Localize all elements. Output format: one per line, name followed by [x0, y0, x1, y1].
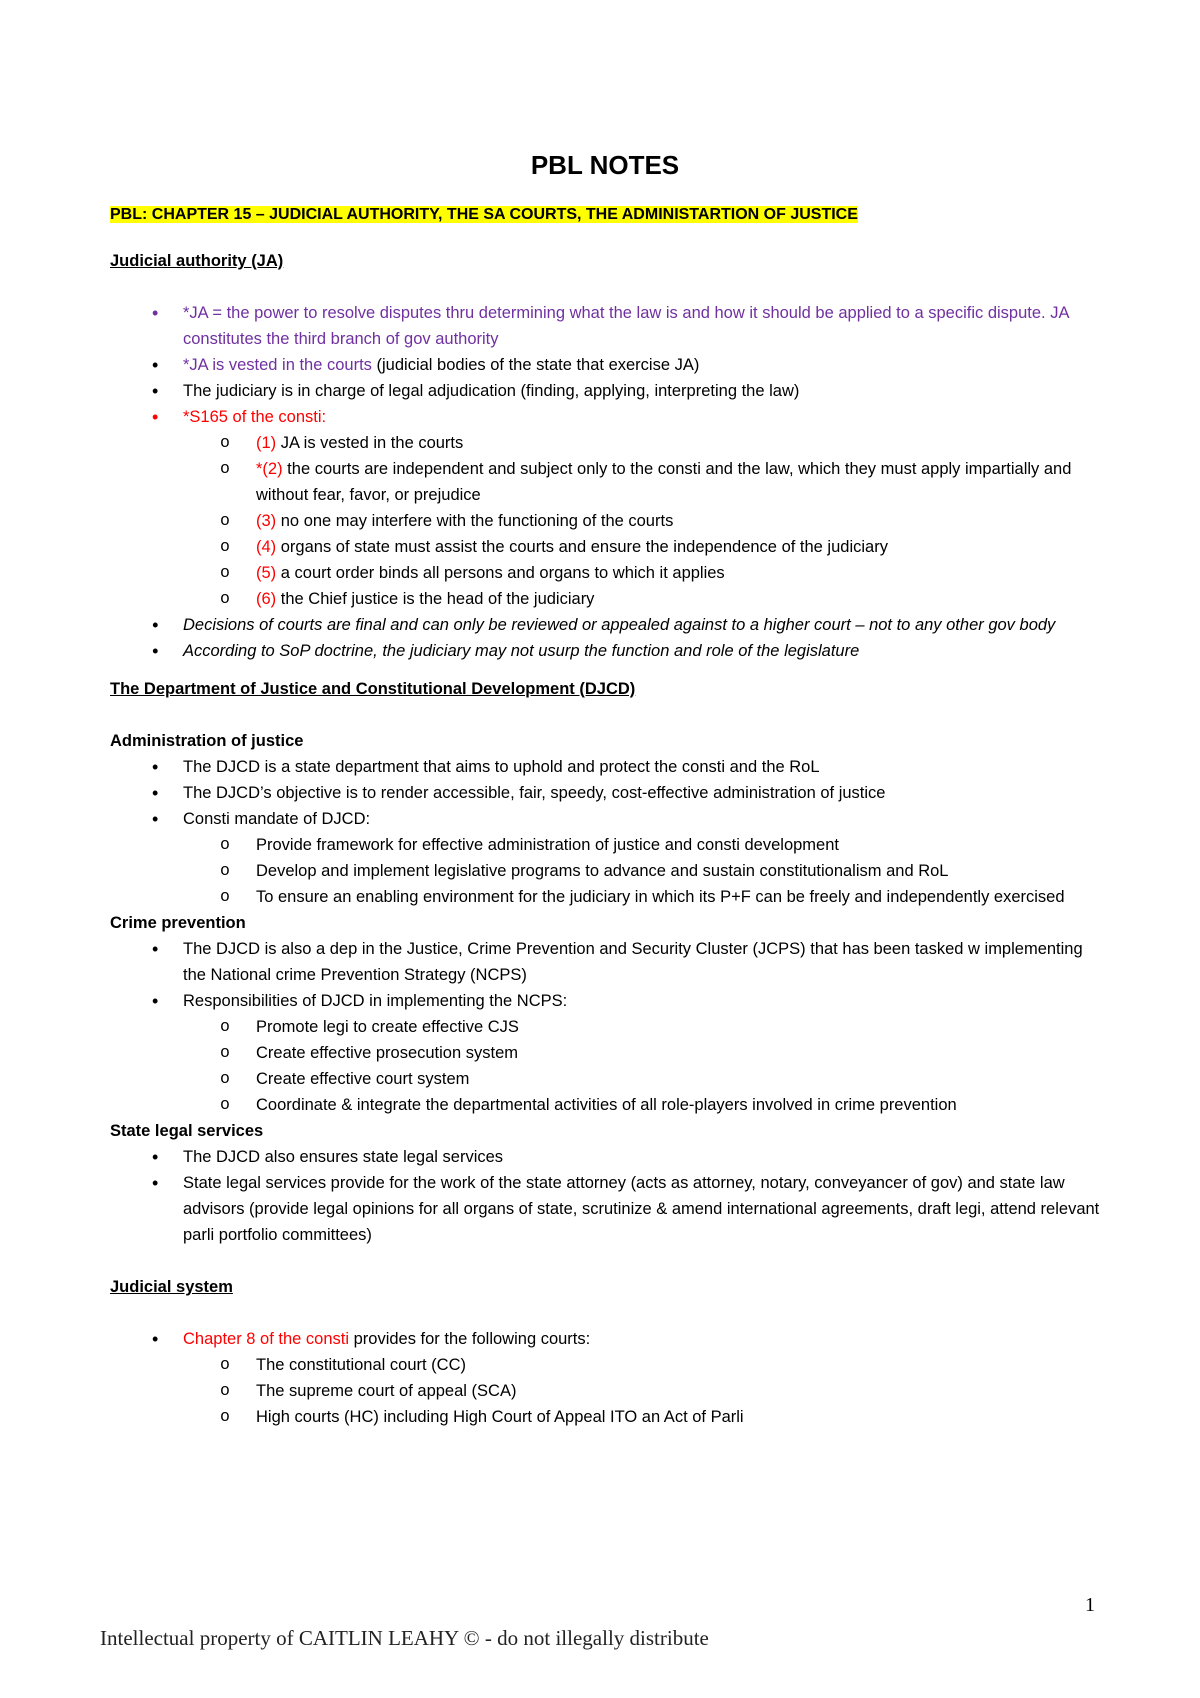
ja-bullet-definition: • *JA = the power to resolve disputes thru determining what the law is and how it should be applied to a specific dispute. JA constitutes the third branch of gov authority — [110, 300, 1100, 352]
admin-bullet: • The DJCD is a state department that aims to uphold and protect the consti and the RoL — [110, 754, 1100, 780]
mandate-item: o To ensure an enabling environment for the judiciary in which its P+F can be freely and independently exercised — [110, 884, 1100, 910]
s165-text: a court order binds all persons and organs to which it applies — [276, 564, 725, 582]
ja-bullet-s165: • *S165 of the consti: — [110, 404, 1100, 430]
document-body — [110, 148, 1100, 1430]
legal-bullet: • The DJCD also ensures state legal services — [110, 1144, 1100, 1170]
subheading-state-legal-services: State legal services — [110, 1122, 264, 1140]
chapter8-rest: provides for the following courts: — [349, 1330, 591, 1348]
ncps-item: o Create effective court system — [110, 1066, 1100, 1092]
s165-item-4 — [110, 534, 1100, 560]
ja-vested-highlight: *JA is vested in the courts — [183, 356, 372, 374]
chapter-heading — [110, 202, 1100, 228]
s165-text: no one may interfere with the functioning of the courts — [276, 512, 674, 530]
admin-bullet: • The DJCD’s objective is to render accessible, fair, speedy, cost-effective administration of justice — [110, 780, 1100, 806]
s165-item-3 — [110, 508, 1100, 534]
footer-copyright: Intellectual property of CAITLIN LEAHY © - do not illegally distribute — [100, 1626, 709, 1650]
s165-item-2 — [110, 456, 1100, 508]
crime-list — [110, 936, 1100, 1118]
mandate-item: o Develop and implement legislative programs to advance and sustain constitutionalism and RoL — [110, 858, 1100, 884]
judicial-bullet-chapter8 — [110, 1326, 1100, 1352]
s165-item-1 — [110, 430, 1100, 456]
ja-bullet-vested — [110, 352, 1100, 378]
s165-num: (4) — [256, 538, 277, 556]
section-heading-djcd: The Department of Justice and Constitutional Development (DJCD) — [110, 680, 636, 698]
s165-num: (5) — [256, 564, 277, 582]
page-title: PBL NOTES — [530, 150, 680, 180]
court-item: o High courts (HC) including High Court of Appeal ITO an Act of Parli — [110, 1404, 1100, 1430]
s165-item-6 — [110, 586, 1100, 612]
s165-item-5 — [110, 560, 1100, 586]
ncps-item: o Promote legi to create effective CJS — [110, 1014, 1100, 1040]
admin-bullet: • Consti mandate of DJCD: — [110, 806, 1100, 832]
ja-list — [110, 300, 1100, 664]
judicial-list — [110, 1326, 1100, 1430]
chapter-heading-text: PBL: CHAPTER 15 – JUDICIAL AUTHORITY, THE SA COURTS, THE ADMINISTARTION OF JUSTICE — [110, 206, 858, 223]
court-item: o The supreme court of appeal (SCA) — [110, 1378, 1100, 1404]
ja-bullet-adjudication: • The judiciary is in charge of legal adjudication (finding, applying, interpreting the law) — [110, 378, 1100, 404]
legal-list — [110, 1144, 1100, 1248]
ja-bullet-sop: • According to SoP doctrine, the judiciary may not usurp the function and role of the legislature — [110, 638, 1100, 664]
s165-num: (3) — [256, 512, 277, 530]
ja-bullet-decisions: • Decisions of courts are final and can only be reviewed or appealed against to a higher court – not to any other gov body — [110, 612, 1100, 638]
s165-text: organs of state must assist the courts and ensure the independence of the judiciary — [276, 538, 888, 556]
s165-num: (6) — [256, 590, 277, 608]
s165-num: *(2) — [256, 460, 283, 478]
s165-text: JA is vested in the courts — [276, 434, 464, 452]
mandate-item: o Provide framework for effective administration of justice and consti development — [110, 832, 1100, 858]
subheading-crime-prevention: Crime prevention — [110, 914, 246, 932]
section-heading-ja: Judicial authority (JA) — [110, 252, 284, 270]
crime-bullet: • The DJCD is also a dep in the Justice, Crime Prevention and Security Cluster (JCPS) that has been tasked w implementing the National crime Prevention Strategy (NCPS) — [110, 936, 1100, 988]
ja-vested-rest: (judicial bodies of the state that exercise JA) — [371, 356, 700, 374]
crime-bullet: • Responsibilities of DJCD in implementing the NCPS: — [110, 988, 1100, 1014]
s165-num: (1) — [256, 434, 277, 452]
s165-text: the courts are independent and subject only to the consti and the law, which they must apply impartially and without fear, favor, or prejudice — [256, 460, 1072, 504]
section-heading-judicial-system: Judicial system — [110, 1278, 233, 1296]
court-item: o The constitutional court (CC) — [110, 1352, 1100, 1378]
page-number: 1 — [1085, 1594, 1095, 1616]
chapter8-highlight: Chapter 8 of the consti — [183, 1330, 350, 1348]
ncps-item: o Coordinate & integrate the departmental activities of all role-players involved in crime prevention — [110, 1092, 1100, 1118]
admin-list — [110, 754, 1100, 910]
legal-bullet: • State legal services provide for the work of the state attorney (acts as attorney, notary, conveyancer of gov) and state law advisors (provide legal opinions for all organs of state, scrutinize & amend international agreements, draft legi, attend relevant parli portfolio committees) — [110, 1170, 1100, 1248]
subheading-administration: Administration of justice — [110, 732, 304, 750]
s165-text: the Chief justice is the head of the judiciary — [276, 590, 595, 608]
ncps-item: o Create effective prosecution system — [110, 1040, 1100, 1066]
